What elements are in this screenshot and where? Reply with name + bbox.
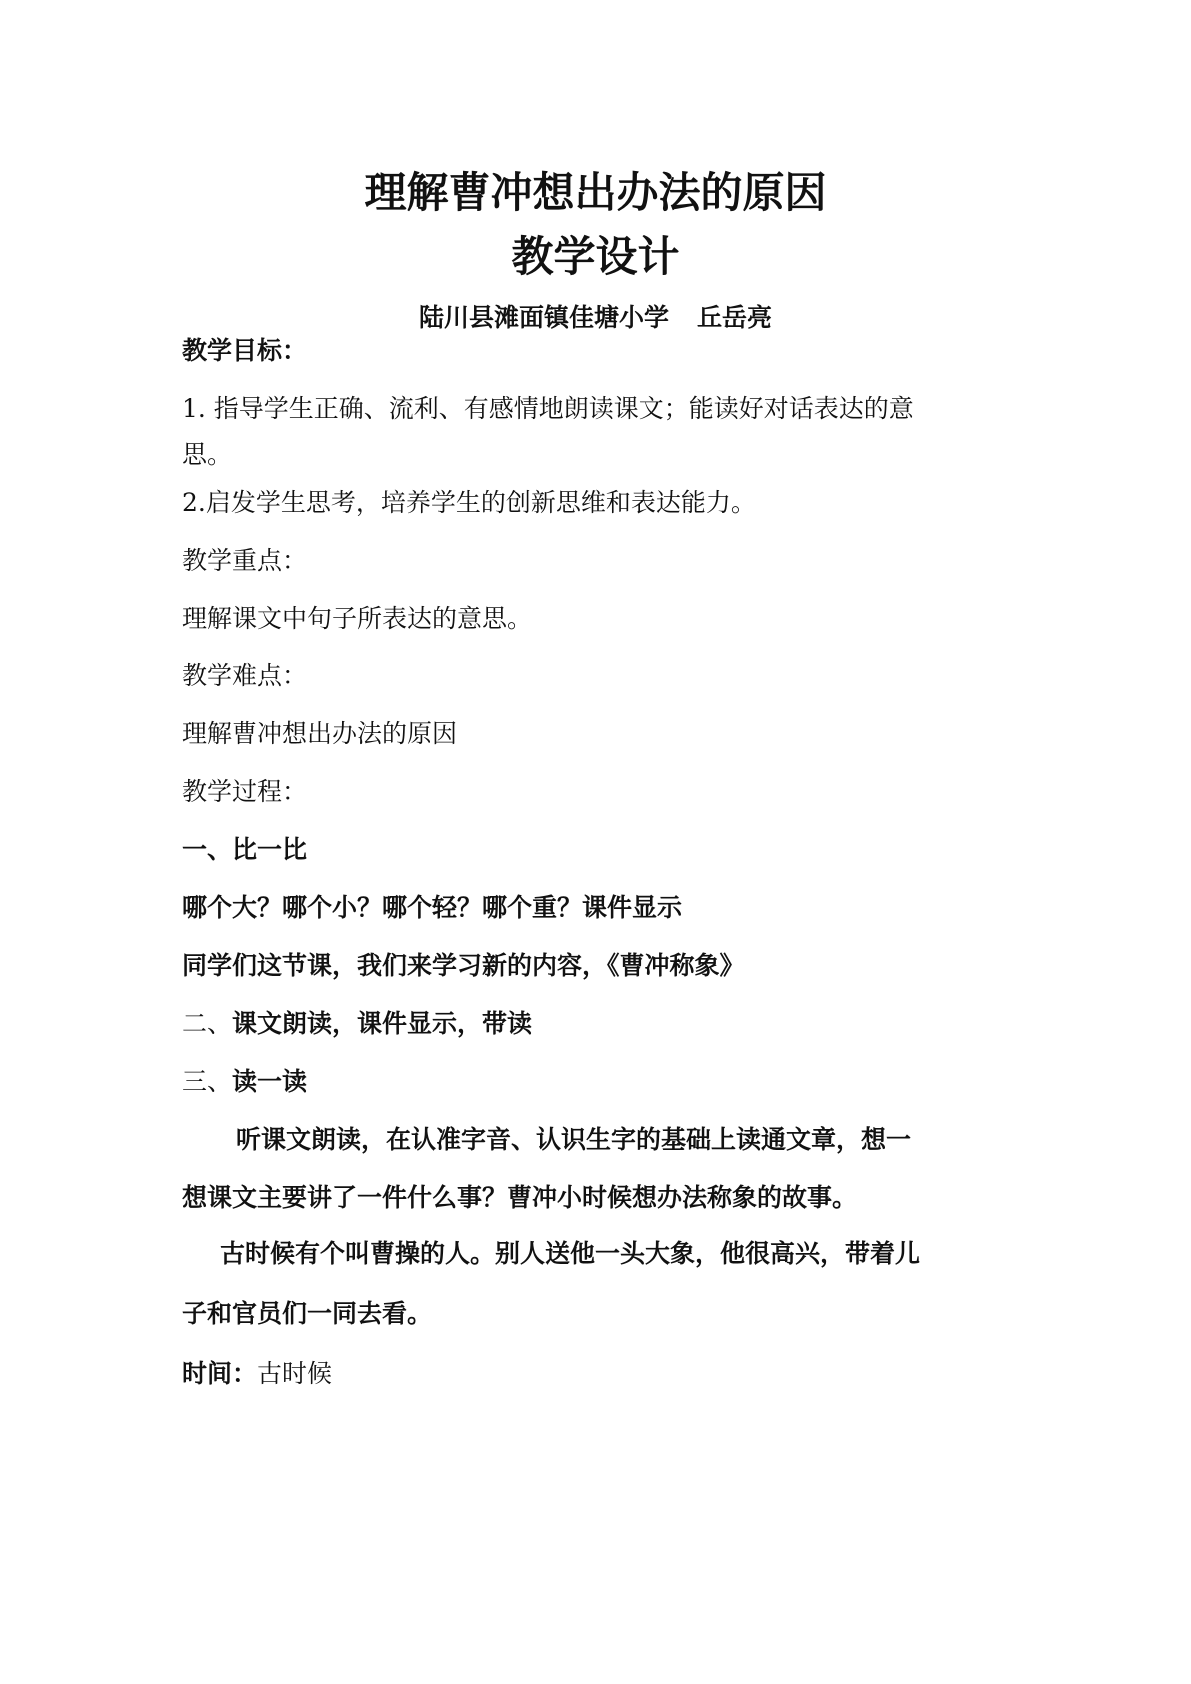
- key-point-heading: 教学重点：: [182, 546, 308, 575]
- author-school: 陆川县滩面镇佳塘小学: [418, 303, 669, 332]
- step-3-paragraph-line-2: 想课文主要讲了一件什么事？曹冲小时候想办法称象的故事。: [182, 1183, 858, 1212]
- author-name: 丘岳亮: [697, 303, 773, 332]
- step-3-prefix: 三、: [182, 1067, 233, 1096]
- step-1-intro: 同学们这节课，我们来学习新的内容，《曹冲称象》: [182, 951, 745, 980]
- time-line: [182, 1358, 332, 1390]
- step-3-paragraph-line-1: 听课文朗读，在认准字音、认识生字的基础上读通文章，想一: [236, 1125, 912, 1154]
- step-2-line: [182, 1008, 532, 1040]
- step-2-text: 课文朗读，课件显示，带读: [232, 1009, 533, 1038]
- step-3-text: 读一读: [232, 1067, 308, 1096]
- story-paragraph-line-1: 古时候有个叫曹操的人。别人送他一头大象，他很高兴，带着儿: [220, 1239, 921, 1268]
- step-1-text: 哪个大？哪个小？哪个轻？哪个重？课件显示: [182, 893, 683, 922]
- key-point-text: 理解课文中句子所表达的意思。: [182, 604, 533, 633]
- time-value: 古时候: [257, 1359, 333, 1388]
- author-byline: [0, 302, 1191, 334]
- process-heading: 教学过程：: [182, 777, 308, 806]
- objective-1-line-1: 1. 指导学生正确、流利、有感情地朗读课文；能读好对话表达的意: [182, 394, 914, 423]
- document-title-line-1: 理解曹冲想出办法的原因: [364, 168, 827, 217]
- objectives-heading: 教学目标：: [182, 336, 308, 365]
- document-title-line-2: 教学设计: [511, 232, 680, 281]
- objective-2: 2.启发学生思考，培养学生的创新思维和表达能力。: [182, 488, 756, 517]
- story-paragraph-line-2: 子和官员们一同去看。: [182, 1299, 433, 1328]
- difficulty-text: 理解曹冲想出办法的原因: [182, 719, 458, 748]
- time-label: 时间：: [182, 1359, 258, 1388]
- difficulty-heading: 教学难点：: [182, 661, 308, 690]
- objective-1-line-2: 思。: [182, 440, 233, 469]
- step-1-heading: 一、比一比: [182, 835, 308, 864]
- step-2-prefix: 二、: [182, 1009, 233, 1038]
- step-3-line: [182, 1066, 307, 1098]
